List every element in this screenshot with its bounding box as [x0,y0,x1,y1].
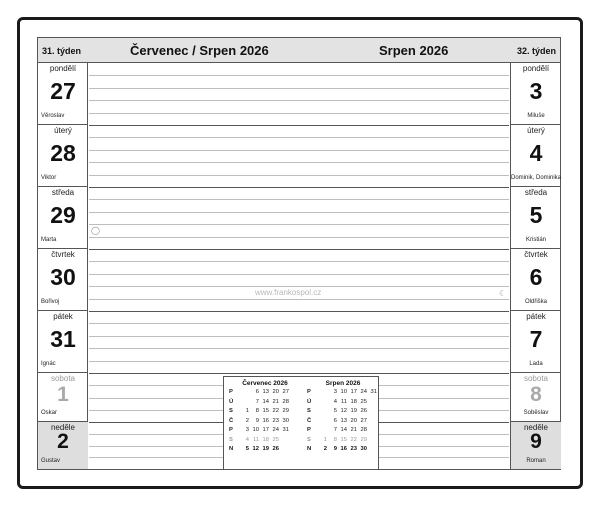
calendar-date: 6 [333,417,337,424]
mini-calendar-august [304,379,382,469]
mini-calendar-row [304,407,382,417]
day-number: 3 [529,78,543,104]
calendar-date: 8 [255,408,259,414]
calendar-date: 12 [252,446,259,452]
mini-calendar-grid [226,388,304,455]
calendar-date: 17 [350,389,357,395]
name-day: Marta [41,237,57,243]
day-cell-sunday[interactable] [511,422,561,469]
mini-calendar-row [226,436,304,446]
day-cell[interactable] [38,187,88,249]
calendar-date: 12 [340,408,347,414]
day-number: 29 [50,202,76,228]
weekday-label: Ú [307,398,312,405]
calendar-date: 31 [282,427,289,433]
calendar-date: 7 [255,398,259,405]
day-name: pondělí [522,64,550,73]
ruled-line [89,199,509,200]
ruled-line [89,113,509,114]
name-day: Roman [526,458,546,464]
mini-calendar-row [226,426,304,436]
calendar-date: 5 [333,408,337,414]
ruled-line [89,212,509,213]
day-number: 4 [529,140,543,166]
name-day: Oskar [41,410,58,416]
mini-calendar-row [304,436,382,446]
calendar-date: 11 [252,436,259,443]
day-cell[interactable] [511,249,561,311]
day-divider [89,311,509,312]
day-name: sobota [50,374,76,383]
ruled-line [89,175,509,176]
calendar-date: 18 [262,436,269,443]
name-day: Miluše [527,113,545,119]
calendar-date: 29 [282,408,289,414]
calendar-date: 11 [340,398,347,405]
mini-calendar-row [226,417,304,427]
calendar-date: 30 [282,417,289,424]
calendar-date: 27 [282,389,289,395]
calendar-date: 31 [370,389,377,395]
calendar-date: 28 [282,398,289,405]
weekday-label: P [229,427,233,433]
calendar-date: 6 [255,389,259,395]
day-name: sobota [523,374,549,383]
day-number: 30 [50,264,76,290]
day-name: neděle [50,423,76,432]
calendar-date: 25 [360,398,367,405]
calendar-date: 26 [272,446,279,452]
calendar-date: 23 [350,446,357,452]
day-number: 27 [50,78,76,104]
name-day: Kristián [525,237,546,243]
calendar-date: 10 [340,389,347,395]
ruled-line [89,88,509,89]
mini-calendar-row [226,398,304,408]
calendar-date: 3 [245,427,249,433]
calendar-date: 28 [360,427,367,433]
watermark: www.frankospol.cz [255,288,322,297]
mini-calendar-row [226,445,304,455]
calendar-date: 25 [272,436,279,443]
name-day: Oldřiška [524,299,547,305]
mini-calendar-box [223,376,379,470]
weekday-label: Č [307,417,312,424]
ruled-line [89,162,509,163]
day-number: 1 [57,383,69,406]
calendar-date: 18 [350,398,357,405]
calendar-date: 5 [245,446,249,452]
day-cell[interactable] [38,311,88,373]
day-name: čtvrtek [51,250,75,259]
day-divider [89,249,509,250]
calendar-date: 29 [360,436,367,443]
weekday-label: Ú [229,398,234,405]
weekday-label: S [307,436,311,443]
day-name: pondělí [49,64,77,73]
calendar-date: 24 [360,389,367,395]
ruled-line [89,100,509,101]
day-number: 5 [529,202,543,228]
mini-calendar-title: Srpen 2026 [325,380,361,387]
mini-calendar-row [304,445,382,455]
day-cell[interactable] [511,125,561,187]
calendar-date: 26 [360,408,367,414]
calendar-date: 4 [245,436,249,443]
calendar-date: 20 [350,417,357,424]
calendar-date: 1 [323,436,327,443]
day-name: pátek [53,312,73,321]
calendar-date: 22 [350,436,357,443]
full-moon-icon: ◯ [91,226,100,235]
calendar-date: 14 [262,398,269,405]
calendar-date: 7 [333,427,337,433]
weekday-label: S [307,408,311,414]
ruled-line [89,75,509,76]
weekday-label: S [229,436,233,443]
day-name: středa [51,188,75,197]
right-day-column [510,63,560,469]
mini-calendar-row [304,417,382,427]
ruled-line [89,237,509,238]
day-name: úterý [54,126,72,135]
day-name: pátek [526,312,546,321]
day-cell[interactable] [511,311,561,373]
day-number: 7 [529,326,543,352]
calendar-date: 9 [333,446,337,452]
weekday-label: N [229,446,234,452]
day-number: 9 [530,430,542,453]
ruled-line [89,348,509,349]
weekday-label: N [307,446,312,452]
calendar-date: 19 [262,446,269,452]
day-name: neděle [523,423,549,432]
day-divider [89,187,509,188]
name-day: Věroslav [41,113,65,119]
weekday-label: P [229,389,233,395]
calendar-date: 2 [323,446,327,452]
day-name: středa [524,188,548,197]
ruled-line [89,323,509,324]
calendar-date: 23 [272,417,279,424]
ruled-line [89,150,509,151]
day-cell-saturday[interactable] [38,373,88,422]
mini-calendar-row [304,388,382,398]
day-cell-sunday[interactable] [38,422,88,469]
mini-calendar-row [304,398,382,408]
day-name: úterý [527,126,545,135]
calendar-date: 19 [350,408,357,414]
day-cell[interactable] [38,125,88,187]
calendar-date: 3 [333,389,337,395]
calendar-date: 10 [252,427,259,433]
weekday-label: Č [229,417,234,424]
ruled-line [89,274,509,275]
mini-calendar-row [226,388,304,398]
day-number: 6 [529,264,543,290]
weekly-planner-spread [37,37,561,470]
day-number: 8 [530,383,542,406]
day-cell[interactable] [511,187,561,249]
calendar-date: 14 [340,427,347,433]
name-day: Soběslav [523,410,549,416]
calendar-date: 4 [333,398,337,405]
calendar-date: 27 [360,417,367,424]
mini-calendar-row [304,426,382,436]
calendar-date: 13 [262,389,269,395]
calendar-date: 8 [333,436,337,443]
planner-header [38,38,560,63]
day-cell[interactable] [38,63,88,125]
calendar-date: 22 [272,408,279,414]
calendar-date: 9 [255,417,259,424]
weekday-label: S [229,408,233,414]
day-number: 2 [57,430,69,453]
month-title-right: Srpen 2026 [379,43,449,58]
calendar-date: 16 [262,417,269,424]
calendar-date: 20 [272,389,279,395]
ruled-line [89,299,509,300]
ruled-line [89,261,509,262]
ruled-line [89,286,509,287]
ruled-line [89,336,509,337]
mini-calendar-title: Červenec 2026 [242,380,288,387]
name-day: Gustav [41,458,61,464]
ruled-line [89,361,509,362]
day-cell-saturday[interactable] [511,373,561,422]
day-cell[interactable] [38,249,88,311]
last-quarter-moon-icon: ☾ [499,289,507,298]
day-cell[interactable] [511,63,561,125]
calendar-date: 13 [340,417,347,424]
day-name: čtvrtek [524,250,548,259]
weekday-label: P [307,427,311,433]
calendar-date: 15 [340,436,347,443]
calendar-date: 24 [272,427,279,433]
month-title-left: Červenec / Srpen 2026 [130,43,269,58]
ruled-line [89,137,509,138]
day-divider [89,373,509,374]
calendar-date: 15 [262,408,269,414]
name-day: Dominik, Dominika [511,175,562,181]
day-divider [89,125,509,126]
calendar-date: 30 [360,446,367,452]
weekday-label: P [307,389,311,395]
week-number-right: 32. týden [516,46,556,56]
name-day: Lada [529,361,543,367]
day-number: 28 [50,140,76,166]
mini-calendar-row [226,407,304,417]
calendar-date: 2 [245,417,249,424]
calendar-date: 21 [350,427,357,433]
name-day: Bořivoj [41,299,60,305]
calendar-date: 17 [262,427,269,433]
week-number-left: 31. týden [42,46,82,56]
name-day: Ignác [41,361,56,367]
name-day: Viktor [41,175,57,181]
mini-calendar-grid [304,388,382,455]
calendar-date: 1 [245,408,249,414]
left-day-column [38,63,88,469]
ruled-line [89,224,509,225]
mini-calendar-july [226,379,304,469]
calendar-date: 21 [272,398,279,405]
day-number: 31 [50,326,76,352]
calendar-date: 16 [340,446,347,452]
